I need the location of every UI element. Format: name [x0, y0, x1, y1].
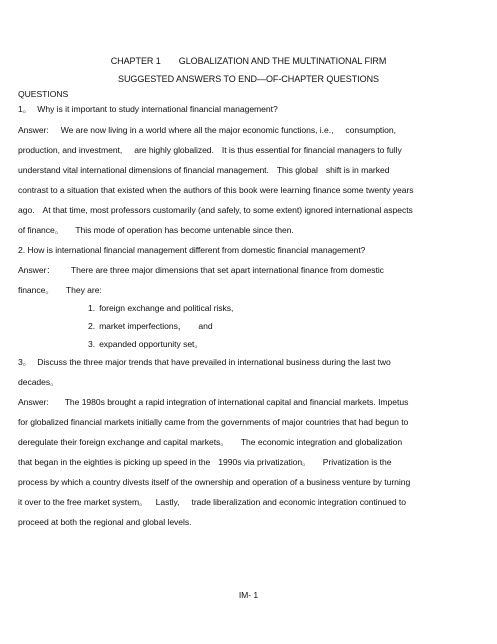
answer-text: We are now living in a world where all the major economic functions, i.e.,	[60, 125, 334, 135]
question-1	[18, 103, 278, 115]
answer-text: Lastly,	[155, 497, 180, 507]
answer-line	[18, 456, 391, 468]
answer-line	[18, 184, 414, 196]
answer-line	[18, 436, 402, 448]
answer-label: Answer:	[18, 397, 49, 407]
answer-text: At that time, most professors customarily (and safely, to some extent) ignored international aspects	[42, 205, 413, 215]
document-subtitle: SUGGESTED ANSWERS TO END—OF-CHAPTER QUESTIONS	[118, 74, 379, 84]
answer-text: 1990s via privatization。	[218, 457, 311, 467]
answer-text: deregulate their foreign exchange and capital markets。	[18, 437, 229, 447]
answer-line	[18, 284, 102, 296]
answer-line	[18, 124, 396, 136]
list-item-text: market imperfections，	[99, 321, 187, 331]
chapter-number: CHAPTER 1	[110, 56, 161, 66]
page-number: IM- 1	[238, 590, 259, 600]
answer-text: that began in the eighties is picking up speed in the	[18, 457, 211, 467]
question-number: 1。	[18, 104, 32, 114]
answer-text: shift is in marked	[325, 165, 390, 175]
question-number: 3。	[18, 357, 32, 367]
answer-text: production, and investment,	[18, 145, 123, 155]
answer-line	[18, 476, 410, 488]
answer-text: understand vital international dimensions of financial management.	[18, 165, 269, 175]
list-item	[88, 320, 213, 332]
answer-line	[18, 164, 389, 176]
answer-text: The 1980s brought a rapid integration of international capital and financial markets. Impetus	[64, 397, 409, 407]
answer-text: for globalized financial markets initially came from the governments of major countries that had begun to	[18, 417, 409, 427]
answer-text: This mode of operation has become untenable since then.	[75, 225, 294, 235]
question-text-continued: decades。	[18, 377, 59, 387]
question-text: Discuss the three major trends that have prevailed in international business during the last two	[37, 357, 391, 367]
list-item-text: foreign exchange and political risks,	[99, 303, 234, 313]
answer-line	[18, 144, 402, 156]
answer-line	[18, 516, 191, 528]
answer-text: are highly globalized.	[134, 145, 214, 155]
answer-text: consumption,	[345, 125, 396, 135]
answer-label: Answer：	[18, 265, 55, 275]
answer-text: This global	[276, 165, 318, 175]
answer-text: of finance。	[18, 225, 64, 235]
answer-text: contrast to a situation that existed when the authors of this book were learning finance some twenty years	[18, 185, 414, 195]
answer-line	[18, 416, 408, 428]
answer-text: ago.	[18, 205, 35, 215]
list-marker: 2.	[88, 321, 96, 331]
chapter-heading	[0, 55, 497, 67]
answer-text: They are:	[65, 285, 102, 295]
answer-line	[18, 496, 406, 508]
answer-text: trade liberalization and economic integration continued to	[191, 497, 406, 507]
answer-text: The economic integration and globalization	[240, 437, 403, 447]
answer-line	[18, 396, 408, 408]
list-marker: 3.	[88, 339, 96, 349]
list-item-text: and	[198, 321, 213, 331]
answer-text: There are three major dimensions that set apart international finance from domestic	[70, 265, 384, 275]
question-3	[18, 356, 391, 368]
answer-line	[18, 204, 413, 216]
section-heading: QUESTIONS	[18, 89, 69, 99]
list-marker: 1.	[88, 303, 96, 313]
question-text: Why is it important to study international financial management?	[37, 104, 278, 114]
answer-text: process by which a country divests itself of the ownership and operation of a business venture by turning	[18, 477, 411, 487]
answer-text: proceed at both the regional and global levels.	[18, 517, 192, 527]
answer-text: Privatization is the	[322, 457, 392, 467]
list-item	[88, 302, 233, 314]
answer-text: finance。	[18, 285, 54, 295]
question-2: 2. How is international financial management different from domestic financial management?	[18, 245, 366, 255]
answer-text: it over to the free market system。	[18, 497, 148, 507]
answer-line	[18, 264, 384, 276]
chapter-title: GLOBALIZATION AND THE MULTINATIONAL FIRM	[178, 56, 387, 66]
answer-text: It is thus essential for financial managers to fully	[221, 145, 402, 155]
answer-line	[18, 224, 294, 236]
list-item-text: expanded opportunity set。	[99, 339, 203, 349]
list-item	[88, 338, 203, 350]
answer-label: Answer:	[18, 125, 49, 135]
